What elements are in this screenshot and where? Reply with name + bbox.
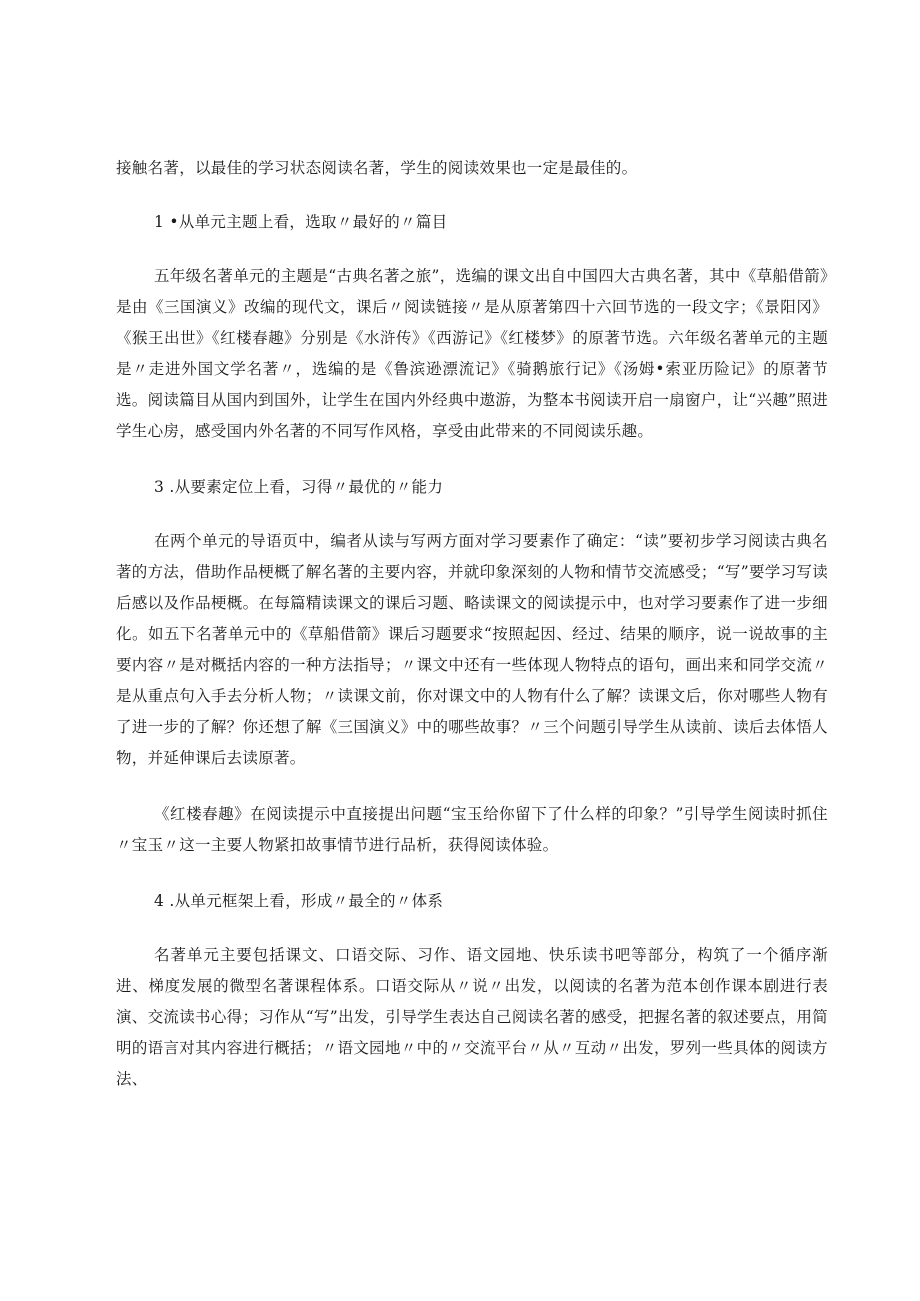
paragraph-unit-framework: 名著单元主要包括课文、口语交际、习作、语文园地、快乐读书吧等部分，构筑了一个循序渐进、梯度发展的微型名著课程体系。口语交际从〃说〃出发，以阅读的名著为范本创作课本剧进行表演、交流读书心得；习作从“写”出发，引导学生表达自己阅读名著的感受，把握名著的叙述要点，用简明的语言对其内容进行概括；〃语文园地〃中的〃交流平台〃从〃互动〃出发，罗列一些具体的阅读方法、 [116, 946, 828, 1088]
section-heading-3: 3 .从要素定位上看，习得〃最优的〃能力 [154, 478, 444, 496]
spacer [116, 503, 828, 526]
section-heading-1: 1 •从单元主题上看，选取〃最好的〃篇目 [154, 213, 448, 231]
document-body [116, 153, 828, 1095]
paragraph-learning-elements: 在两个单元的导语页中，编者从读与写两方面对学习要素作了确定：“读”要初步学习阅读古典名著的方法，借助作品梗概了解名著的主要内容，并就印象深刻的人物和情节交流感受；“写”要学习写读后感以及作品梗概。在每篇精读课文的课后习题、略读课文的阅读提示中，也对学习要素作了进一步细化。如五下名著单元中的《草船借箭》课后习题要求“按照起因、经过、结果的顺序，说一说故事的主要内容〃是对概括内容的一种方法指导；〃课文中还有一些体现人物特点的语句，画出来和同学交流〃是从重点句入手去分析人物；〃读课文前，你对课文中的人物有什么了解？读课文后，你对哪些人物有了进一步的了解？你还想了解《三国演义》中的哪些故事？〃三个问题引导学生从读前、读后去体悟人物，并延伸课后去读原著。 [116, 532, 828, 767]
section-heading-4: 4 .从单元框架上看，形成〃最全的〃体系 [154, 892, 444, 910]
paragraph-honglou-chunqu: 《红楼春趣》在阅读提示中直接提出问题“宝玉给你留下了什么样的印象？”引导学生阅读时抓住〃宝玉〃这一主要人物紧扣故事情节进行品析，获得阅读体验。 [116, 805, 828, 854]
spacer [116, 774, 828, 799]
paragraph-unit-theme: 五年级名著单元的主题是“古典名著之旅”，选编的课文出自中国四大古典名著，其中《草船借箭》是由《三国演义》改编的现代文，课后〃阅读链接〃是从原著第四十六回节选的一段文字；《景阳冈》《猴王出世》《红楼春趣》分别是《水浒传》《西游记》《红楼梦》的原著节选。六年级名著单元的主题是〃走进外国文学名著〃，选编的是《鲁滨逊漂流记》《骑鹅旅行记》《汤姆•索亚历险记》的原著节选。阅读篇目从国内到国外，让学生在国内外经典中遨游，为整本书阅读开启一扇窗户，让“兴趣”照进学生心房，感受国内外名著的不同写作风格，享受由此带来的不同阅读乐趣。 [116, 267, 828, 440]
spacer [116, 917, 828, 940]
spacer [116, 184, 828, 207]
spacer [116, 861, 828, 886]
paragraph-continuation: 接触名著，以最佳的学习状态阅读名著，学生的阅读效果也一定是最佳的。 [116, 159, 638, 177]
spacer [116, 238, 828, 261]
spacer [116, 447, 828, 472]
